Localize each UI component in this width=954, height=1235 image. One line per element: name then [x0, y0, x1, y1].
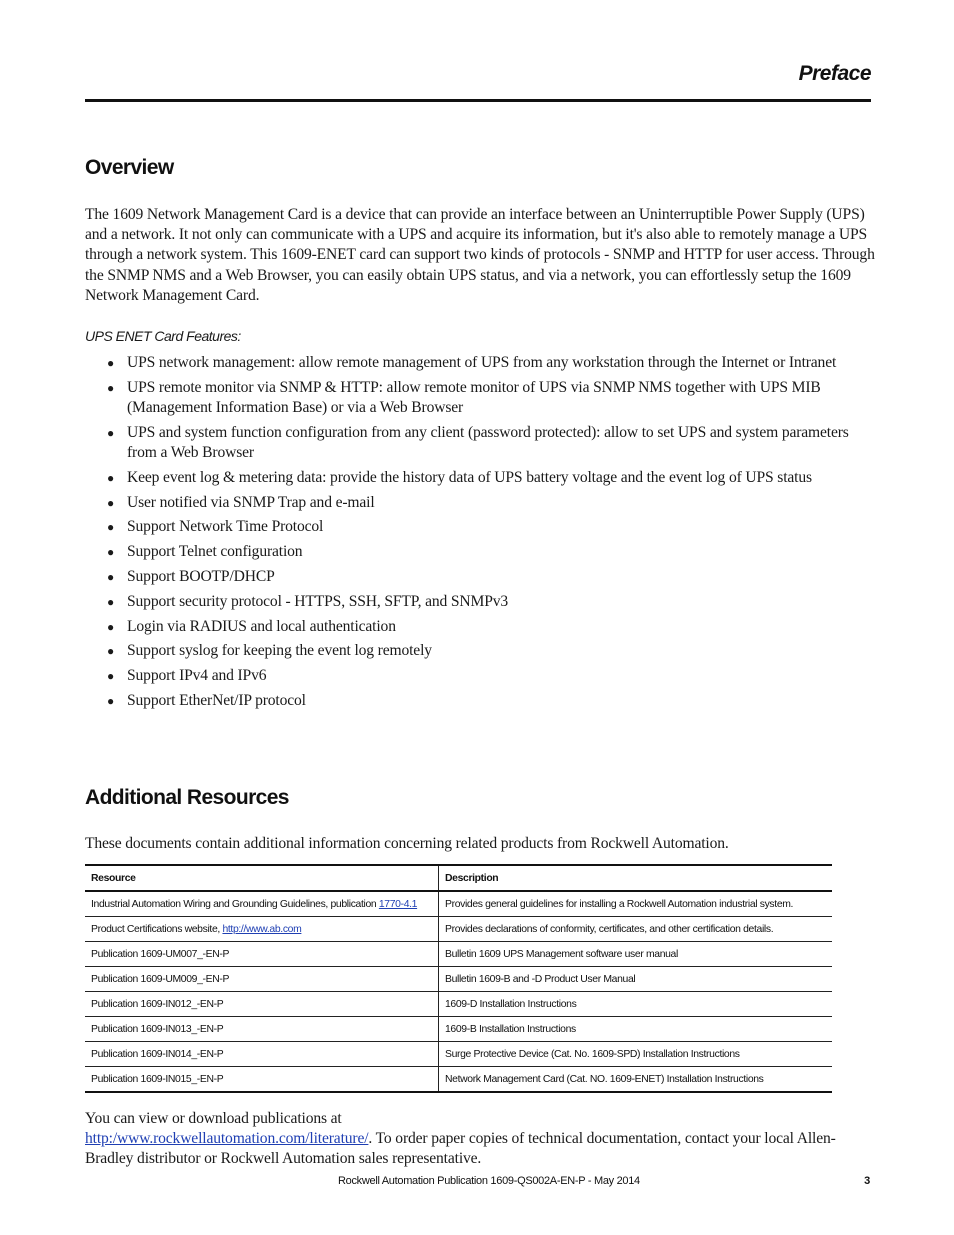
- resource-cell: Publication 1609-IN015_-EN-P: [85, 1067, 439, 1093]
- description-cell: Bulletin 1609 UPS Management software user manual: [439, 942, 833, 967]
- feature-text: Support Network Time Protocol: [127, 518, 324, 536]
- feature-text: UPS network management: allow remote management of UPS from any workstation through the Internet or Intranet: [127, 354, 837, 371]
- feature-text: Support syslog for keeping the event log remotely: [127, 642, 432, 660]
- list-item: [85, 691, 875, 711]
- additional-resources-heading: Additional Resources: [85, 786, 289, 809]
- feature-text: UPS and system function configuration from any client (password protected): allow to set UPS and system parameters from a Web Browser: [127, 423, 849, 461]
- table-row: [85, 891, 832, 917]
- table-row: [85, 992, 832, 1017]
- bullet-icon: ●: [107, 470, 115, 485]
- header-rule: [85, 99, 871, 102]
- bullet-icon: ●: [107, 380, 115, 395]
- feature-text: Support security protocol - HTTPS, SSH, SFTP, and SNMPv3: [127, 592, 509, 610]
- overview-heading: Overview: [85, 156, 174, 179]
- feature-text: UPS remote monitor via SNMP & HTTP: allow remote monitor of UPS via SNMP NMS together with UPS MIB (Management Information Base) or via a Web Browser: [127, 378, 821, 416]
- description-cell: Surge Protective Device (Cat. No. 1609-SPD) Installation Instructions: [439, 1042, 833, 1067]
- list-item: [85, 378, 875, 418]
- bullet-icon: ●: [107, 356, 115, 370]
- list-item: [85, 468, 875, 488]
- list-item: [85, 666, 875, 686]
- closing-suffix: . To order paper copies of technical documentation, contact your local Allen-Bradley distributor or Rockwell Automation sales representative.: [85, 1130, 836, 1168]
- features-list: [85, 353, 875, 716]
- table-row: [85, 942, 832, 967]
- resource-cell: Publication 1609-IN012_-EN-P: [85, 992, 439, 1017]
- bullet-icon: ●: [107, 619, 115, 634]
- list-item: [85, 493, 875, 513]
- resource-text: Product Certifications website,: [91, 923, 223, 935]
- bullet-icon: ●: [107, 520, 115, 535]
- description-cell: Network Management Card (Cat. NO. 1609-ENET) Installation Instructions: [439, 1067, 833, 1093]
- feature-text: Support EtherNet/IP protocol: [127, 691, 306, 709]
- table-row: [85, 917, 832, 942]
- feature-text: User notified via SNMP Trap and e-mail: [127, 493, 375, 511]
- description-cell: Provides declarations of conformity, certificates, and other certification details.: [439, 917, 833, 942]
- list-item: [85, 353, 875, 373]
- list-item: [85, 567, 875, 587]
- bullet-icon: ●: [107, 594, 115, 609]
- list-item: [85, 592, 875, 612]
- table-row: [85, 967, 832, 992]
- list-item: [85, 542, 875, 562]
- table-row: [85, 1042, 832, 1067]
- column-header-resource: Resource: [85, 865, 439, 891]
- description-cell: Bulletin 1609-B and -D Product User Manual: [439, 967, 833, 992]
- publication-link[interactable]: 1770-4.1: [378, 898, 418, 910]
- bullet-icon: ●: [107, 495, 115, 510]
- feature-text: Support Telnet configuration: [127, 543, 303, 561]
- list-item: [85, 423, 875, 463]
- bullet-icon: ●: [107, 425, 115, 440]
- resource-cell: [85, 917, 439, 942]
- feature-text: Keep event log & metering data: provide the history data of UPS battery voltage and the event log of UPS status: [127, 468, 812, 486]
- resource-cell: Publication 1609-UM009_-EN-P: [85, 967, 439, 992]
- feature-text: Support IPv4 and IPv6: [127, 667, 267, 685]
- description-cell: Provides general guidelines for installing a Rockwell Automation industrial system.: [439, 891, 833, 917]
- bullet-icon: ●: [107, 644, 115, 659]
- resource-cell: Publication 1609-IN013_-EN-P: [85, 1017, 439, 1042]
- column-header-description: Description: [439, 865, 833, 891]
- resources-table: [85, 864, 832, 1093]
- list-item: [85, 617, 875, 637]
- list-item: [85, 641, 875, 661]
- feature-text: Login via RADIUS and local authentication: [127, 617, 396, 635]
- page-number: 3: [864, 1175, 870, 1187]
- resources-intro: These documents contain additional information concerning related products from Rockwell Automation.: [85, 835, 729, 852]
- bullet-icon: ●: [107, 545, 115, 560]
- page-header-title: Preface: [798, 62, 871, 85]
- description-cell: 1609-B Installation Instructions: [439, 1017, 833, 1042]
- table-row: [85, 1017, 832, 1042]
- feature-text: Support BOOTP/DHCP: [127, 567, 275, 585]
- closing-paragraph: [85, 1109, 875, 1170]
- features-label: UPS ENET Card Features:: [85, 328, 241, 344]
- resource-cell: Publication 1609-UM007_-EN-P: [85, 942, 439, 967]
- literature-link[interactable]: http:/www.rockwellautomation.com/literature/: [85, 1130, 369, 1148]
- website-link[interactable]: http://www.ab.com: [222, 923, 302, 935]
- table-row: [85, 1067, 832, 1093]
- resource-cell: [85, 891, 439, 917]
- list-item: [85, 517, 875, 537]
- closing-prefix: You can view or download publications at: [85, 1110, 342, 1127]
- publication-number: Rockwell Automation Publication 1609-QS002A-EN-P - May 2014: [338, 1175, 640, 1187]
- resource-text: Industrial Automation Wiring and Grounding Guidelines, publication: [91, 898, 379, 910]
- bullet-icon: ●: [107, 669, 115, 684]
- overview-paragraph: The 1609 Network Management Card is a device that can provide an interface between an Uninterruptible Power Supply (UPS) and a network. It not only can communicate with a UPS and acquire its information, but it's also able to remotely manage a UPS through a network system. This 1609-ENET card can support two kinds of protocols - SNMP and HTTP for user access. Through the SNMP NMS and a Web Browser, you can easily obtain UPS status, and via a network, you can effortlessly setup the 1609 Network Management Card.: [85, 206, 875, 304]
- resource-cell: Publication 1609-IN014_-EN-P: [85, 1042, 439, 1067]
- description-cell: 1609-D Installation Instructions: [439, 992, 833, 1017]
- bullet-icon: ●: [107, 569, 115, 584]
- bullet-icon: ●: [107, 693, 115, 708]
- table-header-row: [85, 865, 832, 891]
